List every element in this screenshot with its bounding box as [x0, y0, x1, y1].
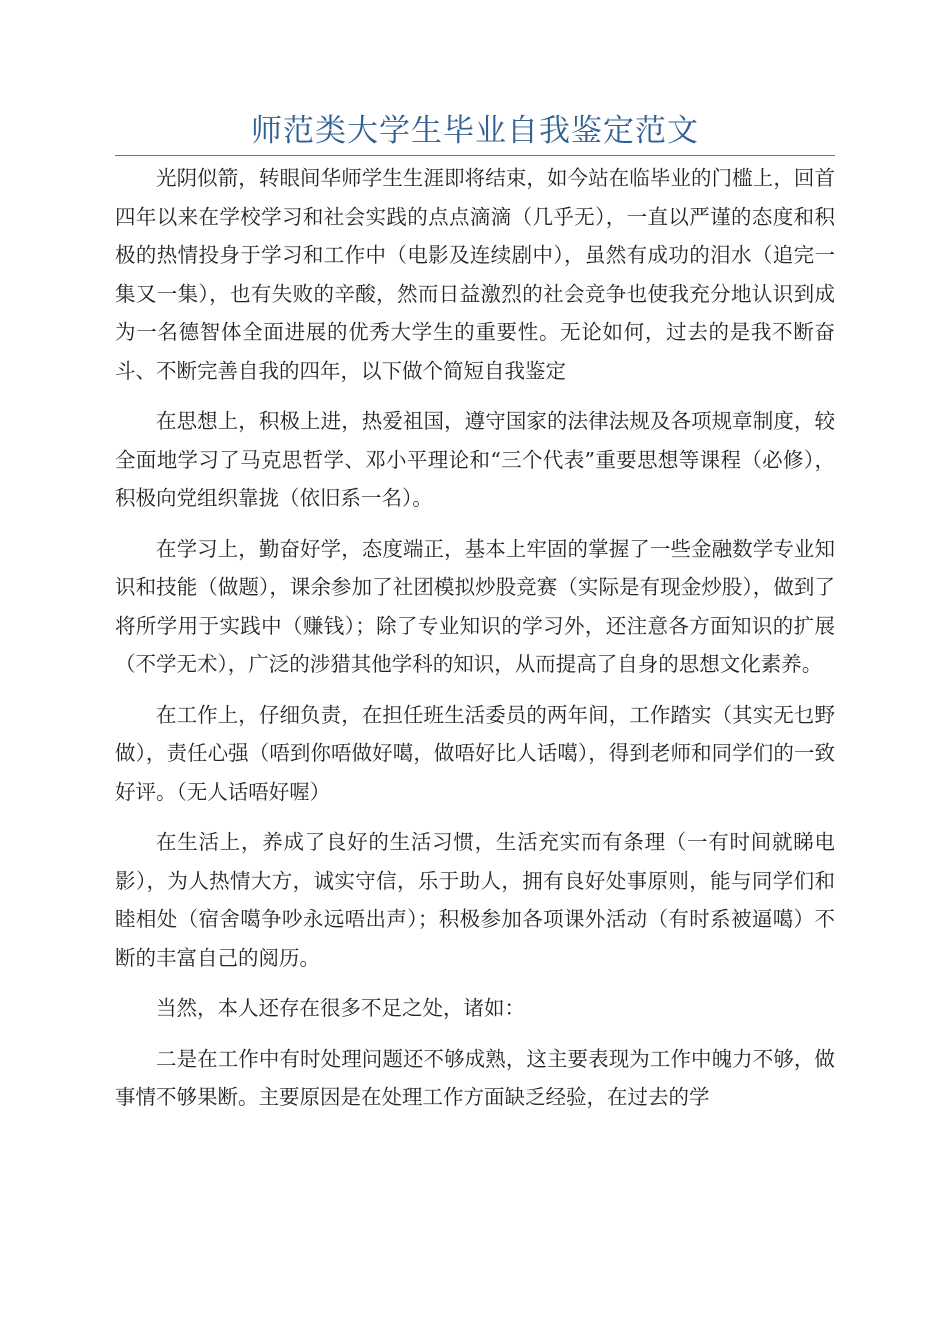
paragraph-life: 在生活上，养成了良好的生活习惯，生活充实而有条理（一有时间就睇电影），为人热情大方，诚实守信，乐于助人，拥有良好处事原则，能与同学们和睦相处（宿舍噶争吵永远唔出声）；积极参加各项课外活动（有时系被逼噶）不断的丰富自己的阅历。 [115, 830, 835, 970]
paragraph-shortcomings: 当然，本人还存在很多不足之处，诸如： [156, 996, 525, 1020]
paragraph-study: 在学习上，勤奋好学，态度端正，基本上牢固的掌握了一些金融数学专业知识和技能（做题），课余参加了社团模拟炒股竞赛（实际是有现金炒股），做到了将所学用于实践中（赚钱）；除了专业知识的学习外，还注意各方面知识的扩展（不学无术），广泛的涉猎其他学科的知识，从而提高了自身的思想文化素养。 [115, 536, 835, 676]
paragraph-second-point: 二是在工作中有时处理问题还不够成熟，这主要表现为工作中魄力不够，做事情不够果断。主要原因是在处理工作方面缺乏经验，在过去的学 [115, 1046, 835, 1109]
document-body [115, 147, 835, 1117]
document-title: 师范类大学生毕业自我鉴定范文 [251, 113, 699, 149]
paragraph-thought: 在思想上，积极上进，热爱祖国，遵守国家的法律法规及各项规章制度，较全面地学习了马克思哲学、邓小平理论和“三个代表”重要思想等课程（必修），积极向党组织靠拢（依旧系一名）。 [115, 409, 835, 510]
paragraph-intro: 光阴似箭，转眼间华师学生生涯即将结束，如今站在临毕业的门槛上，回首四年以来在学校学习和社会实践的点点滴滴（几乎无），一直以严谨的态度和积极的热情投身于学习和工作中（电影及连续剧中），虽然有成功的泪水（追完一集又一集），也有失败的辛酸，然而日益激烈的社会竞争也使我充分地认识到成为一名德智体全面进展的优秀大学生的重要性。无论如何，过去的是我不断奋斗、不断完善自我的四年，以下做个简短自我鉴定 [115, 166, 835, 383]
paragraph-work: 在工作上，仔细负责，在担任班生活委员的两年间，工作踏实（其实无乜野做），责任心强（唔到你唔做好噶，做唔好比人话噶），得到老师和同学们的一致好评。（无人话唔好喔） [115, 702, 835, 804]
